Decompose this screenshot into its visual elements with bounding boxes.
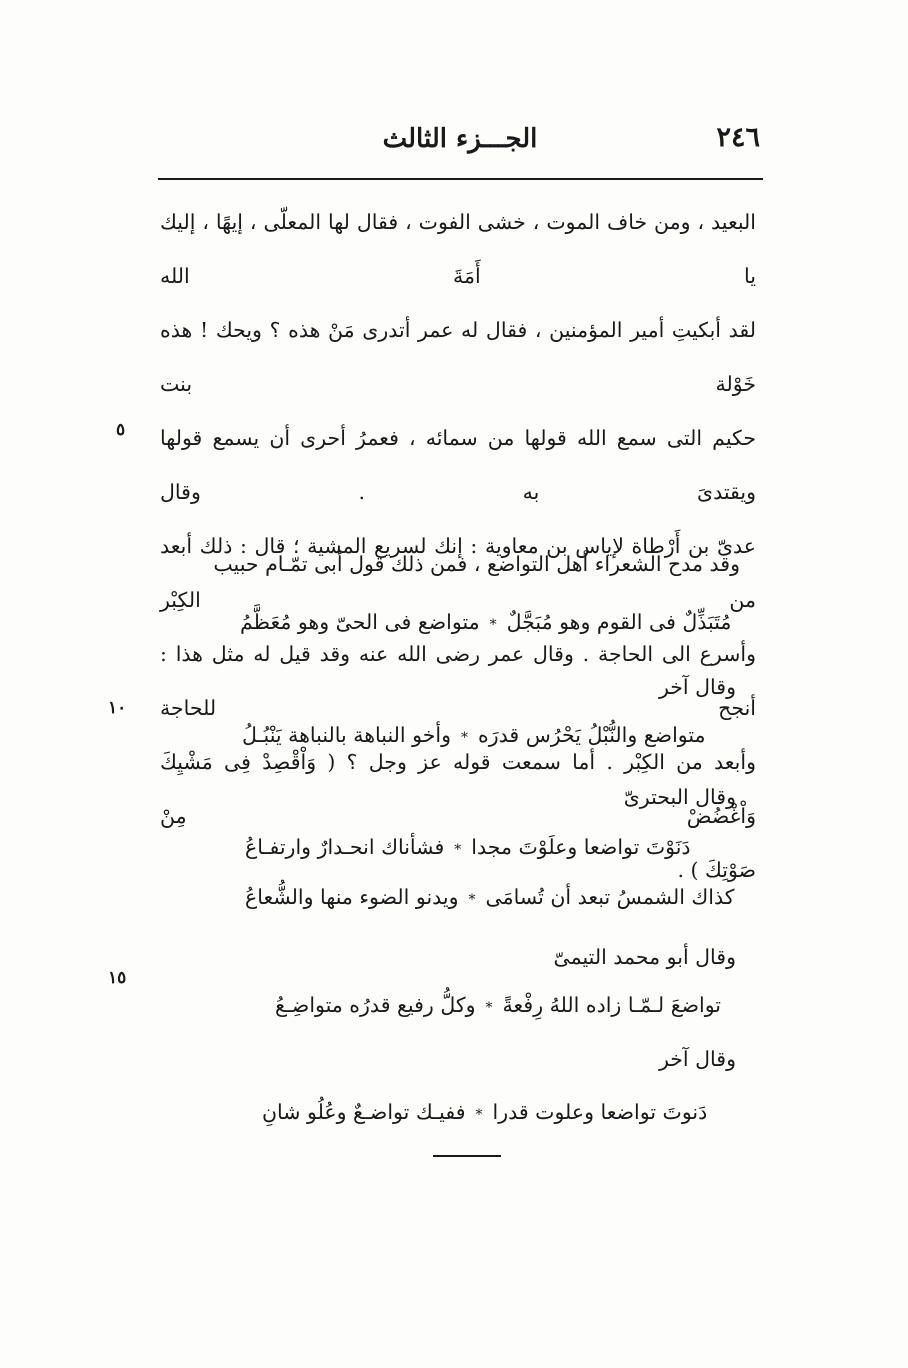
verse-separator: * — [485, 1000, 493, 1016]
verse-hemistich-first: متواضع والنُّبْلُ يَحْرُس قدرَه — [478, 723, 706, 747]
verse-attribution: وقال آخر — [658, 1047, 736, 1071]
verse-line — [262, 1100, 707, 1124]
end-rule — [433, 1155, 501, 1157]
prose-line: البعيد ، ومن خاف الموت ، خشى الفوت ، فقال لها المعلّى ، إيهًا ، إليك يا أَمَةَ الله — [160, 210, 756, 288]
verse-separator: * — [454, 842, 462, 858]
prose-line: لقد أبكيتِ أمير المؤمنين ، فقال له عمر أتدرى مَنْ هذه ؟ ويحك ! هذه خَوْلة بنت — [160, 318, 756, 396]
verse-attribution: وقال آخر — [658, 675, 736, 699]
running-header: الجـــزء الثالث — [382, 124, 538, 154]
verse-line — [275, 993, 721, 1017]
margin-line-number: ١٠ — [108, 698, 127, 718]
verse-line — [242, 723, 706, 747]
prose-line: حكيم التى سمع الله قولها من سمائه ، فعمرُ أحرى أن يسمع قولها ويقتدىَ به . وقال — [160, 426, 756, 504]
verse-separator: * — [461, 730, 468, 746]
verse-separator: * — [489, 617, 497, 633]
verse-separator: * — [475, 1107, 483, 1123]
verse-hemistich-second: ففيـك تواضـعٌ وعُلُو شانِ — [262, 1100, 466, 1124]
verse-intro: وقد مدح الشعراء أهل التواضع ، فمن ذلك قول أبى تمّـام حبيب — [213, 552, 740, 576]
verse-hemistich-first: مُتَبَذِّلٌ فى القوم وهو مُبَجَّلٌ — [506, 610, 732, 634]
prose-line: وأسرع الى الحاجة . وقال عمر رضى الله عنه وقد قيل له مثل هذا : أنجح للحاجة — [160, 642, 756, 720]
verse-attribution: وقال البحترىّ — [623, 785, 736, 809]
verse-hemistich-second: وأخو النباهة بالنباهة يَنْبُـلُ — [242, 723, 451, 747]
verse-hemistich-first: كذاك الشمسُ تبعد أن تُسامَى — [485, 885, 735, 909]
margin-line-number: ١٥ — [108, 968, 127, 988]
page-number: ٢٤٦ — [716, 122, 760, 153]
prose-line: عدىّ بن أَرْطاة لإياس بن معاوية : إنك لسريع المشية ؛ قال : ذلك أبعد من الكِبْر — [160, 534, 756, 612]
verse-hemistich-second: فشأناك انحـدارٌ وارتفـاعُ — [245, 835, 445, 859]
prose-line: صَوْتِكَ ) . — [677, 858, 756, 882]
prose-line: وأبعد من الكِبْر . أما سمعت قوله عز وجل ؟ ( وَاْقْصِدْ فِى مَشْيِكَ وَاْغْضُضْ مِنْ — [160, 750, 756, 828]
verse-hemistich-second: متواضع فى الحىّ وهو مُعَظَّمُ — [240, 610, 480, 634]
verse-attribution: وقال أبو محمد التيمىّ — [553, 945, 736, 969]
verse-hemistich-second: وكلُّ رفيع قدرُه متواضِـعُ — [275, 993, 476, 1017]
verse-separator: * — [468, 892, 476, 908]
verse-hemistich-second: ويدنو الضوء منها والشُّعاعُ — [245, 885, 459, 909]
verse-hemistich-first: دَنَوْتَ تواضعا وعلَوْتَ مجدا — [471, 835, 691, 859]
verse-line — [240, 610, 731, 634]
verse-hemistich-first: دَنوتَ تواضعا وعلوت قدرا — [492, 1100, 708, 1124]
verse-line — [245, 885, 735, 909]
verse-hemistich-first: تواضعَ لـمّـا زاده اللهُ رِفْعةً — [502, 993, 722, 1017]
margin-line-number: ٥ — [116, 420, 126, 440]
header-rule — [158, 178, 763, 180]
verse-line — [245, 835, 691, 859]
